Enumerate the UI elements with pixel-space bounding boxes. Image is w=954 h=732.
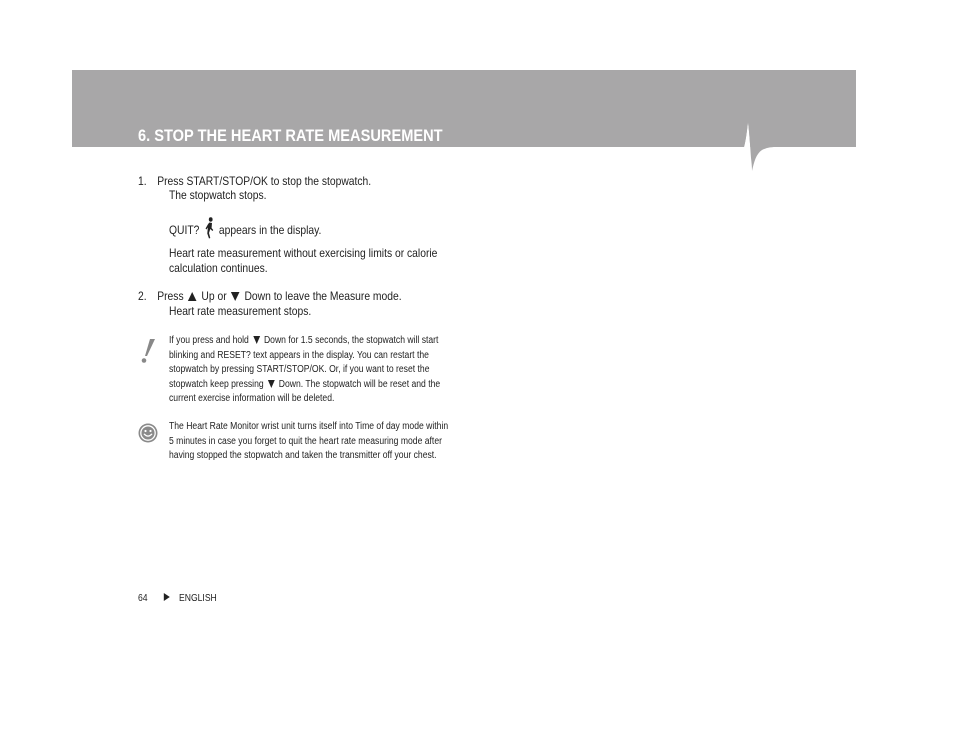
running-person-icon xyxy=(204,217,214,239)
quit-suffix: appears in the display. xyxy=(218,223,322,237)
warning-line-4 xyxy=(169,378,440,393)
up-arrow-icon xyxy=(188,292,197,301)
warning-note xyxy=(169,334,440,407)
exclamation-icon xyxy=(138,338,158,364)
step-2-result: Heart rate measurement stops. xyxy=(169,304,312,318)
warning-line-1-post: Down for 1.5 seconds, the stopwatch will start xyxy=(263,335,439,346)
warning-line-3: stopwatch by pressing START/STOP/OK. Or, if you want to reset the xyxy=(169,364,430,376)
tip-line-1: The Heart Rate Monitor wrist unit turns itself into Time of day mode within xyxy=(169,421,449,432)
warning-line-2: blinking and RESET? text appears in the display. You can restart the xyxy=(169,349,429,361)
warning-line-1 xyxy=(169,334,440,349)
step-1 xyxy=(138,174,371,189)
tip-line-3: having stopped the stopwatch and taken the transmitter off your chest. xyxy=(169,450,437,462)
header-band xyxy=(72,70,856,147)
step-1-result: The stopwatch stops. xyxy=(169,188,267,202)
warning-line-5: current exercise information will be deleted. xyxy=(169,393,335,405)
step-2 xyxy=(138,289,402,304)
step-number: 1. xyxy=(138,174,147,188)
quit-text: QUIT? xyxy=(169,223,200,237)
warning-line-4-post: Down. The stopwatch will be reset and the xyxy=(278,378,441,390)
step-number: 2. xyxy=(138,289,147,303)
down-arrow-icon xyxy=(253,336,260,344)
quit-display-line xyxy=(169,217,321,239)
down-text: Down to leave the Measure mode. xyxy=(244,289,402,303)
down-arrow-icon xyxy=(268,380,275,388)
step-text: Press START/STOP/OK to stop the stopwatch. xyxy=(157,174,372,188)
tip-line-2: 5 minutes in case you forget to quit the heart rate measuring mode after xyxy=(169,435,442,447)
warning-line-4-pre: stopwatch keep pressing xyxy=(169,378,264,390)
press-text: Press xyxy=(157,289,184,303)
tip-note xyxy=(169,420,448,464)
footer xyxy=(138,593,217,605)
warning-line-1-pre: If you press and hold xyxy=(169,335,249,346)
section-title: 6. STOP THE HEART RATE MEASUREMENT xyxy=(138,126,443,145)
down-arrow-icon xyxy=(231,292,240,301)
step-1-paragraph-line-1: Heart rate measurement without exercising limits or calorie xyxy=(169,246,438,260)
language-label: ENGLISH xyxy=(179,593,217,604)
step-1-paragraph-line-2: calculation continues. xyxy=(169,261,268,275)
heartbeat-pulse-graphic xyxy=(672,70,856,180)
smiley-icon xyxy=(138,423,158,443)
up-text: Up or xyxy=(201,289,227,303)
page-number: 64 xyxy=(138,593,148,604)
right-arrow-icon xyxy=(164,593,170,601)
